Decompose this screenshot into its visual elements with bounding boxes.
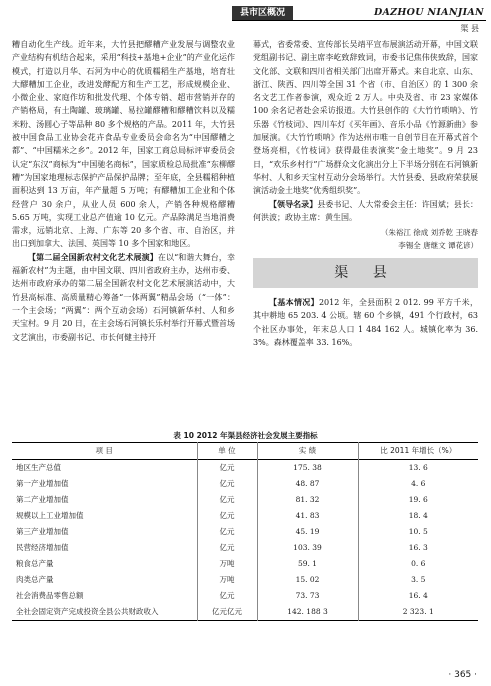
cell-item: 民营经济增加值 xyxy=(16,543,69,552)
table-row xyxy=(12,508,478,524)
cell-unit: 亿元 xyxy=(197,476,257,492)
cell-value: 48. 87 xyxy=(257,476,358,492)
basic-info-heading: 【基本情况】 xyxy=(269,298,319,308)
cell-value: 175. 38 xyxy=(257,460,358,477)
table-row xyxy=(12,476,478,492)
cell-item: 肉类总产量 xyxy=(16,575,54,584)
cell-unit: 亿元 xyxy=(197,508,257,524)
table-row xyxy=(12,460,478,477)
authors-line-1: （朱裕江 徐成 刘乔乾 王晓春 xyxy=(380,228,478,238)
authors-line-2: 李锡全 唐继文 谭花谚） xyxy=(398,241,478,251)
cell-item: 粮食总产量 xyxy=(16,559,54,568)
table-row xyxy=(12,604,478,621)
cell-growth: 13. 6 xyxy=(358,460,478,477)
cell-value: 59. 1 xyxy=(257,556,358,572)
col-header-item: 项 目 xyxy=(95,446,113,455)
cell-value: 45. 19 xyxy=(257,524,358,540)
table-row xyxy=(12,540,478,556)
cell-growth: 18. 4 xyxy=(358,508,478,524)
cell-value: 41. 83 xyxy=(257,508,358,524)
right-column xyxy=(253,38,478,349)
col-header-value: 实 绩 xyxy=(257,443,358,460)
cell-value: 81. 32 xyxy=(257,492,358,508)
cell-unit: 万吨 xyxy=(197,556,257,572)
leaders-heading: 【领导名录】 xyxy=(269,199,318,209)
col-header-growth: 比 2011 年增长（%） xyxy=(358,443,478,460)
cell-item: 第一产业增加值 xyxy=(16,479,69,488)
cell-value: 15. 02 xyxy=(257,572,358,588)
cell-growth: 2 323. 1 xyxy=(358,604,478,621)
leaders-text: 县委书记、人大常委会主任：许国斌；县长：何洪波；政协主席：黄生国。 xyxy=(253,199,479,222)
cell-growth: 10. 5 xyxy=(358,524,478,540)
section-label: 县市区概况 xyxy=(232,6,293,20)
authors xyxy=(253,226,478,252)
cell-item: 全社会固定资产完成投资全县公共财政收入 xyxy=(16,607,159,616)
paragraph-leaders xyxy=(253,198,478,225)
page-number: · 365 · xyxy=(448,670,477,680)
paragraph-opening: 幕式，省委常委、宣传部长吴靖平宣布展演活动开幕，中国文联党组副书记、副主席李屹致辞致词，市委书记焦伟侠致辞，国家文化部、文联和四川省相关部门出席开幕式。来自北京、山东、浙江、陕西、四川等全国 31 个省（市、自治区）的 1 300 余名文艺工作者参演，观众近 2 万人。中央及省、市 23 家媒体 100 余名记者赴会采访报道。大竹县创作的《大竹竹唢呐》、竹乐器《竹枝词》、四川车灯《买年画》、音乐小品《竹源新曲》参加展演。《大竹竹唢呐》作为达州市唯一自创节目在开幕式首个登场亮相，《竹枝词》获得最佳表演奖“金土地奖”。9 月 23 日，“欢乐乡村行”广场群众文化演出分上下半场分别在石河镇新华村、人和乡天宝村互动分会场举行。大竹县委、县政府荣获展演活动金土地奖“优秀组织奖”。 xyxy=(253,40,478,196)
cell-unit: 亿元 xyxy=(197,492,257,508)
cell-growth: 19. 6 xyxy=(358,492,478,508)
table-row xyxy=(12,588,478,604)
cell-value: 142. 188 3 xyxy=(257,604,358,621)
cell-unit: 万吨 xyxy=(197,572,257,588)
cell-growth: 4. 6 xyxy=(358,476,478,492)
table-row xyxy=(12,492,478,508)
cell-unit: 亿元 xyxy=(197,524,257,540)
table-title: 表 10 2012 年渠县经济社会发展主要指标 xyxy=(173,431,318,440)
art-show-text: 在以“和谐大舞台，幸福新农村”为主题，由中国文联、四川省政府主办，达州市委、达州市政府承办的第二届全国新农村文化艺术展演活动中，大竹县高标准、高质量精心筹备“一体两翼”精品会场（“一体”：一个主会场；“两翼”：两个互动会场）石河镇新华村、人和乡天宝村。9 月 20 日，在主会场石河镇长乐村举行开幕式暨首场文艺演出，市委副书记、市长何健主持开 xyxy=(12,252,235,342)
art-show-heading: 【第二届全国新农村文化艺术展演】 xyxy=(28,252,158,262)
cell-growth: 0. 6 xyxy=(358,556,478,572)
left-column xyxy=(12,38,235,344)
cell-growth: 16. 3 xyxy=(358,540,478,556)
cell-item: 第三产业增加值 xyxy=(16,527,69,536)
county-tag: 渠 县 xyxy=(460,24,479,33)
cell-unit: 亿元 xyxy=(197,540,257,556)
table-row xyxy=(12,556,478,572)
county-banner: 渠 县 xyxy=(253,258,478,288)
cell-item: 社会消费品零售总额 xyxy=(16,591,84,600)
cell-unit: 亿元 xyxy=(197,588,257,604)
cell-unit: 亿元 xyxy=(197,460,257,477)
running-header xyxy=(232,6,486,21)
paragraph-basic-info xyxy=(253,296,478,349)
cell-unit: 亿元亿元 xyxy=(197,604,257,621)
paragraph-art-show xyxy=(12,251,235,344)
col-header-unit: 单 位 xyxy=(197,443,257,460)
cell-item: 第二产业增加值 xyxy=(16,495,69,504)
stats-table xyxy=(12,442,478,621)
cell-value: 73. 73 xyxy=(257,588,358,604)
cell-growth: 3. 5 xyxy=(358,572,478,588)
paragraph-zaozao: 糟自动化生产线。近年来，大竹县把醪糟产业发展与调整农业产业结构有机结合起来，采用“科技+基地+企业”的产业化运作模式，打造以月华、石河为中心的优质糯稻生产基地，培育壮大醪糟加工企业，改进发酵配方和生产工艺，形成规模企业、小微企业、家庭作坊和批发代理、个体专销、超市营销并存的产销格局，有土陶罐、玻璃罐、易拉罐醪糟和醪糟饮料以及糯米粉、汤圆心子等品种 80 多个规格的产品。2011 年，大竹县被中国食品工业协会花卉食品专业委员会命名为“中国醪糟之都”、“中国糯米之乡”。2012 年，国家工商总局标评审委员会认定“东汉”商标为“中国驰名商标”，国家质检总局批准“东柳醪糟”为国家地理标志保护产品保护品牌；至年底，全县糯稻种植面积达到 13 万亩，年产量超 5 万吨；有醪糟加工企业和个体经营户 30 余户，从业人员 600 余人，产销各种规格醪糟 5.65 万吨，实现工业总产值逾 10 亿元。产品除满足当地消费需求，远销北京、上海、广东等 20 多个省、市、自治区，并出口到加拿大、法国、英国等 10 多个国家和地区。 xyxy=(12,40,235,249)
cell-item: 规模以上工业增加值 xyxy=(16,511,84,520)
basic-info-text: 2012 年，全县面积 2 012. 99 平方千米，其中耕地 65 203. 4 公顷。辖 60 个乡镇，491 个行政村，63 个社区办事处，年末总人口 1 484 162 人。城镇化率为 36. 3%。森林覆盖率 33. 16%。 xyxy=(253,298,479,348)
cell-growth: 16. 4 xyxy=(358,588,478,604)
table-row xyxy=(12,572,478,588)
table-row xyxy=(12,524,478,540)
cell-value: 103. 39 xyxy=(257,540,358,556)
journal-title: DAZHOU NIANJIAN xyxy=(373,7,484,18)
table-header-row xyxy=(12,443,478,460)
cell-item: 地区生产总值 xyxy=(16,463,61,472)
